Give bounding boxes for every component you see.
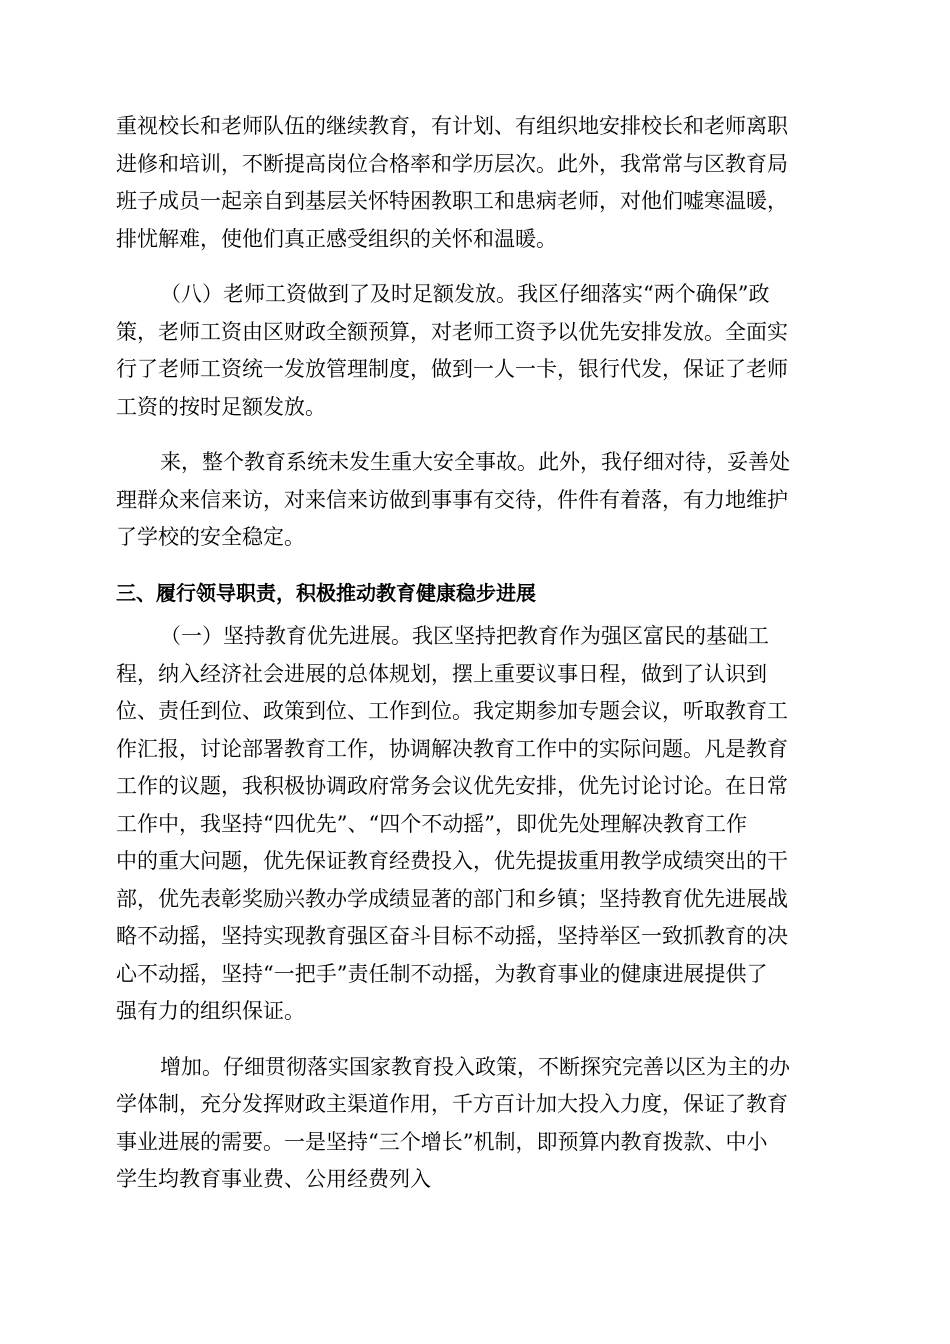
text-line: 行了老师工资统一发放管理制度，做到一人一卡，银行代发，保证了老师 [116,357,788,381]
text-line: 强有力的组织保证。 [116,999,305,1023]
paragraph-spacer [116,426,838,444]
text-line: 策，老师工资由区财政全额预算，对老师工资予以优先安排发放。全面实 [116,319,788,344]
text-line: 班子成员一起亲自到基层关怀特困教职工和患病老师，对他们嘘寒温暖， [116,189,788,213]
paragraph-spacer [116,258,838,276]
text-line: （一）坚持教育优先进展。我区坚持把教育作为强区富民的基础工 [160,624,769,648]
text-line: 作汇报，讨论部署教育工作，协调解决教育工作中的实际问题。凡是教育 [116,736,788,761]
text-line: 理群众来信来访，对来信来访做到事事有交待，件件有着落，有力地维护 [116,487,788,512]
paragraph-investment [116,1049,838,1199]
text-line: 中的重大问题，优先保证教育经费投入，优先提拔重用教学成绩突出的干 [116,849,788,873]
text-line: 略不动摇，坚持实现教育强区奋斗目标不动摇，坚持举区一致抓教育的决 [116,924,788,948]
text-line: 工资的按时足额发放。 [116,394,326,419]
text-line: 位、责任到位、政策到位、工作到位。我定期参加专题会议，听取教育工 [116,699,788,723]
paragraph-continuation-training [116,108,838,258]
text-line: 来，整个教育系统未发生重大安全事故。此外，我仔细对待，妥善处 [160,450,790,474]
text-line: 重视校长和老师队伍的继续教育，有计划、有组织地安排校长和老师离职 [116,114,788,138]
text-line: 学生均教育事业费、公用经费列入 [116,1167,431,1191]
text-line: 了学校的安全稳定。 [116,525,305,549]
paragraph-teacher-salary [116,276,838,426]
text-line: 程，纳入经济社会进展的总体规划，摆上重要议事日程，做到了认识到 [116,661,767,686]
text-line: 工作中，我坚持“四优先”、“四个不动摇”，即优先处理解决教育工作 [116,811,747,836]
text-line: 工作的议题，我积极协调政府常务会议优先安排，优先讨论讨论。在日常 [116,774,788,798]
text-line: 学体制，充分发挥财政主渠道作用，千方百计加大投入力度，保证了教育 [116,1092,788,1116]
text-line: 心不动摇，坚持“一把手”责任制不动摇，为教育事业的健康进展提供了 [116,961,768,986]
text-line: （八）老师工资做到了及时足额发放。我区仔细落实“两个确保”政 [160,282,770,306]
text-line: 事业进展的需要。一是坚持“三个增长”机制，即预算内教育拨款、中小 [116,1129,768,1154]
paragraph-safety [116,444,838,557]
paragraph-spacer [116,557,838,575]
paragraph-spacer [116,1031,838,1049]
text-line: 排忧解难，使他们真正感受组织的关怀和温暖。 [116,226,557,251]
paragraph-education-priority [116,618,838,1031]
text-line: 增加。仔细贯彻落实国家教育投入政策，不断探究完善以区为主的办 [160,1054,790,1079]
text-line: 部，优先表彰奖励兴教办学成绩显著的部门和乡镇；坚持教育优先进展战 [116,886,788,911]
document-body [116,108,838,1199]
text-line: 进修和培训，不断提高岗位合格率和学历层次。此外，我常常与区教育局 [116,151,788,176]
section-heading-text: 三、履行领导职责，积极推动教育健康稳步进展 [116,580,536,605]
section-heading [116,575,838,613]
